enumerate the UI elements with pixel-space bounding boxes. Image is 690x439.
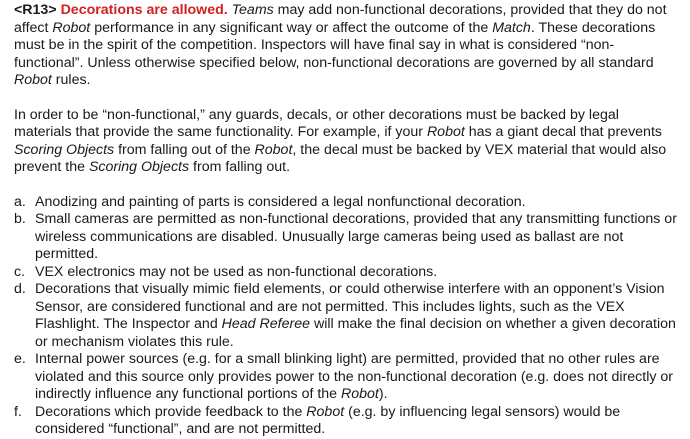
list-item-text [35, 281, 676, 350]
text-run: ). [378, 386, 388, 402]
list-marker: a. [14, 193, 26, 210]
list-item-text [35, 211, 677, 262]
list-marker: e. [14, 351, 26, 367]
list-marker: d. [14, 281, 26, 297]
text-run: Anodizing and painting of parts is considered a legal nonfunctional decoration. [35, 193, 526, 210]
rule-title: Decorations are allowed. [60, 2, 228, 18]
list-item [14, 211, 678, 264]
text-run: Decorations which provide feedback to the [35, 403, 307, 420]
rule-id: <R13> [14, 2, 57, 18]
list-marker: b. [14, 211, 26, 227]
list-item [14, 404, 678, 439]
text-run: VEX electronics may not be used as non-functional decorations. [35, 263, 438, 280]
italic-term: Robot [341, 386, 379, 402]
rule-intro-paragraph [14, 2, 678, 90]
text-run: has a giant decal that prevents [464, 124, 662, 140]
italic-term: Robot [254, 141, 293, 158]
italic-term: Robot [14, 72, 52, 88]
list-item-text [35, 194, 526, 210]
italic-term: Head Referee [221, 316, 310, 332]
text-run: rules. [51, 72, 91, 88]
list-marker: c. [14, 263, 26, 280]
text-run: Internal power sources (e.g. for a small blinking light) are permitted, provided that no other rules are violated and this source only provides power to the non-functional decoration (e.g. does not directly or indirectly influence any functional portions of the [35, 351, 674, 402]
list-item-text [35, 404, 620, 438]
text-run: from falling out. [189, 159, 291, 175]
italic-term: Robot [52, 19, 91, 36]
italic-term: Scoring Objects [88, 159, 190, 175]
italic-term: Robot [426, 124, 465, 140]
italic-term: Scoring Objects [14, 141, 115, 158]
italic-term: Match [492, 19, 531, 36]
list-marker: f. [14, 403, 22, 420]
italic-term: Robot [306, 403, 345, 420]
rule-backing-paragraph [14, 107, 678, 177]
rule-sublist [14, 194, 678, 439]
rule-document [14, 1, 678, 439]
text-run: , the decal must be backed by VEX material that would also prevent the [14, 141, 667, 175]
list-item [14, 264, 678, 282]
list-item [14, 194, 678, 212]
list-item [14, 351, 678, 404]
list-item-text [35, 351, 673, 402]
text-run: performance in any significant way or affect the outcome of the [90, 19, 493, 36]
text-run: Small cameras are permitted as non-functional decorations, provided that any transmitting functions or wireless communications are disabled. Unusually large cameras being used as ballast are not permitted. [35, 211, 677, 262]
text-run: may add non-functional decorations, provided that they do not affect [14, 2, 667, 36]
text-run: In order to be “non-functional,” any guards, decals, or other decorations must be backed by legal materials that provide the same functionality. For example, if your [14, 106, 619, 140]
text-run: . These decorations must be in the spirit of the competition. Inspectors will have final say in what is considered “non-functional”. Unless otherwise specified below, non-functional decorations are governed by all standard [14, 19, 656, 71]
list-item [14, 281, 678, 351]
list-item-text [35, 264, 437, 280]
text-run: from falling out of the [114, 141, 255, 158]
text-run: (e.g. by influencing legal sensors) would be considered “functional”, and are not permitted. [35, 403, 621, 437]
text-run: will make the final decision on whether a given decoration or mechanism violates this rule. [35, 316, 676, 350]
text-run: Decorations that visually mimic field elements, or could otherwise interfere with an opponent’s Vision Sensor, are considered functional and are not permitted. This includes lights, such as the VEX Flashlight. The Inspector and [35, 281, 665, 332]
italic-term: Teams [231, 2, 274, 18]
